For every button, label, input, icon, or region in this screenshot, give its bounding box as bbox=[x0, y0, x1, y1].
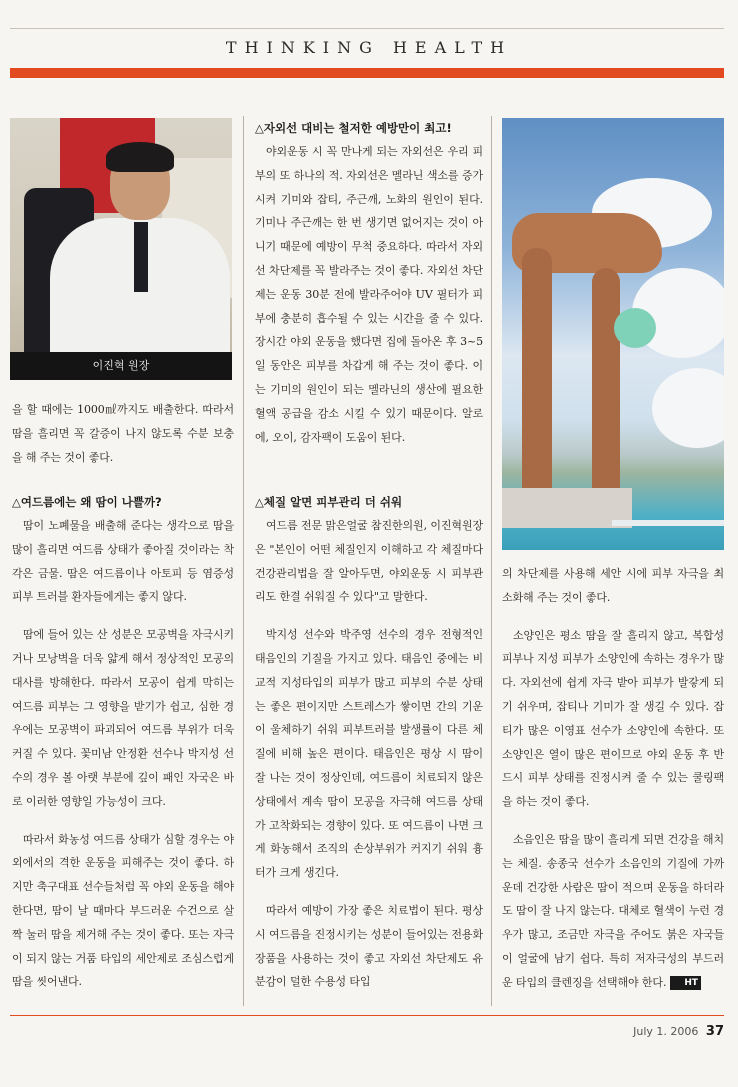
column-1-top bbox=[12, 398, 234, 469]
end-mark-badge: HT bbox=[670, 976, 700, 990]
doctor-photo bbox=[10, 118, 232, 380]
section-heading-uv: △자외선 대비는 철저한 예방만이 최고! bbox=[255, 121, 452, 135]
body-paragraph: 을 할 때에는 1000㎖까지도 배출한다. 따라서 땀을 흘리면 꼭 갈증이 나지 않도록 수분 보충을 해 주는 것이 좋다. bbox=[12, 403, 234, 464]
column-divider bbox=[243, 116, 244, 1006]
body-paragraph: 여드름 전문 맑은얼굴 참진한의원, 이진혁원장은 "본인이 어떤 체질인지 이해하고 각 체질마다 건강관리법을 잘 알아두면, 야외운동 시 피부관리도 한결 쉬워질 수 있다"고 말한다. bbox=[255, 519, 483, 604]
issue-date: July 1. 2006 bbox=[633, 1025, 699, 1038]
bottom-rule bbox=[10, 1015, 724, 1016]
photo-hair bbox=[106, 142, 174, 172]
body-paragraph: 박지성 선수와 박주영 선수의 경우 전형적인 태음인의 기질을 가지고 있다. 태음인 중에는 비교적 지성타입의 피부가 많고 피부의 수분 상태는 좋은 편이지만 스트레스가 쌓이면 간의 기운이 울체하기 쉬워 피부트러블 발생률이 다른 체질에 비해 높은 편이다. 태음인은 평상 시 땀이 잘 나는 것이 정상인데, 여드름이 치료되지 않은 상태에서 계속 땀이 모공을 자극해 여드름 상태가 고착화되는 경향이 있다. 또 여드름이 나면 크게 화농해서 조직의 손상부위가 커지기 쉬워 흉터가 크게 생긴다. bbox=[255, 628, 483, 880]
column-divider bbox=[491, 116, 492, 1006]
header-accent-bar bbox=[10, 68, 724, 78]
body-paragraph: 의 차단제를 사용해 세안 시에 피부 자극을 최소화해 주는 것이 좋다. bbox=[502, 567, 724, 604]
page-number: 37 bbox=[705, 1024, 724, 1039]
column-2-top bbox=[255, 116, 483, 449]
section-heading-constitution: △체질 알면 피부관리 더 쉬워 bbox=[255, 495, 403, 509]
body-paragraph: 땀에 들어 있는 산 성분은 모공벽을 자극시키거나 모낭벽을 더욱 얇게 해서 정상적인 모공의 대사를 방해한다. 따라서 모공이 쉽게 막히는 여드름 피부는 그 영향을 받기가 쉽고, 심한 경우에는 모공벽이 파괴되어 여드름 부위가 더욱 커질 수 있다. 꽃미남 안정환 선수나 박지성 선수의 경우 볼 아랫 부분에 깊이 패인 자국은 바로 이러한 영향일 가능성이 크다. bbox=[12, 628, 234, 808]
page-folio bbox=[633, 1024, 724, 1039]
body-paragraph: 따라서 화농성 여드름 상태가 심할 경우는 야외에서의 격한 운동을 피해주는 것이 좋다. 하지만 축구대표 선수들처럼 꼭 야외 운동을 해야 한다면, 땀이 날 때마다 부드러운 수건으로 살짝 눌러 땀을 제거해 주는 것이 좋다. 또는 자극이 되지 않는 거품 타입의 세안제로 조심스럽게 땀을 씻어낸다. bbox=[12, 832, 234, 989]
body-paragraph: 따라서 예방이 가장 좋은 치료법이 된다. 평상 시 여드름을 진정시키는 성분이 들어있는 전용화장품을 사용하는 것이 좋고 자외선 차단제도 유분감이 덜한 수용성 타입 bbox=[255, 903, 483, 989]
running-head: THINKING HEALTH bbox=[225, 38, 513, 57]
photo-swimmer-leg bbox=[522, 248, 552, 508]
top-rule bbox=[10, 28, 724, 29]
body-paragraph bbox=[502, 828, 724, 995]
column-3 bbox=[502, 562, 724, 995]
column-2-section bbox=[255, 490, 483, 994]
body-paragraph-text: 소음인은 땀을 많이 흘리게 되면 건강을 해치는 체질. 송종국 선수가 소음인의 기질에 가까운데 건강한 사람은 땀이 적으며 운동을 하더라도 땀이 잘 나지 않는다. 대체로 혈색이 누런 경우가 많고, 조금만 자극을 주어도 붉은 자국들이 얼굴에 남기 쉽다. 특히 저자극성의 부드러운 타입의 클렌징을 선택해야 한다. bbox=[502, 832, 724, 989]
body-paragraph: 땀이 노폐물을 배출해 준다는 생각으로 땀을 많이 흘리면 여드름 상태가 좋아질 것이라는 착각은 금물. 땀은 여드름이나 아토피 등 염증성 피부 트러블 환자들에게는 좋지 않다. bbox=[12, 519, 234, 604]
column-1-section bbox=[12, 490, 234, 994]
doctor-caption: 이진혁 원장 bbox=[10, 352, 232, 380]
photo-tie bbox=[134, 222, 148, 292]
body-paragraph: 소양인은 평소 땀을 잘 흘리지 않고, 복합성 피부나 지성 피부가 소양인에 속하는 경우가 많다. 자외선에 쉽게 자극 받아 피부가 발갛게 되기 쉬우며, 잡티나 기미가 잘 생길 수 있다. 잡티가 많은 이영표 선수가 소양인에 속한다. 또 소양인은 열이 많은 편이므로 야외 운동 후 반드시 피부 상태를 진정시켜 줄 수 있는 쿨링팩을 하는 것이 좋다. bbox=[502, 628, 724, 809]
photo-swimmer-arm bbox=[592, 268, 620, 508]
photo-swim-cap bbox=[614, 308, 656, 348]
photo-pool-lane bbox=[612, 520, 724, 526]
swimmer-photo bbox=[502, 118, 724, 550]
body-paragraph: 야외운동 시 꼭 만나게 되는 자외선은 우리 피부의 또 하나의 적. 자외선은 멜라닌 색소를 증가시켜 기미와 잡티, 주근깨, 노화의 원인이 된다. 기미나 주근깨는 한 번 생기면 없어지는 것이 아니기 때문에 예방이 무척 중요하다. 따라서 자외선 차단제를 꼭 발라주는 것이 좋다. 자외선 차단제는 운동 30분 전에 발라주어야 UV 필터가 피부에 충분히 흡수될 수 있는 시간을 줄 수 있다. 장시간 야외 운동을 했다면 집에 돌아온 후 3~5일 동안은 피부를 차갑게 해 주는 것이 좋다. 이는 기미의 원인이 되는 멜라닌의 생산에 필요한 혈액 공급을 감소 시킬 수 있기 때문이다. 알로에, 오이, 감자팩이 도움이 된다. bbox=[255, 145, 483, 444]
photo-cloud bbox=[652, 368, 724, 448]
section-heading-acne: △여드름에는 왜 땀이 나쁠까? bbox=[12, 495, 162, 509]
